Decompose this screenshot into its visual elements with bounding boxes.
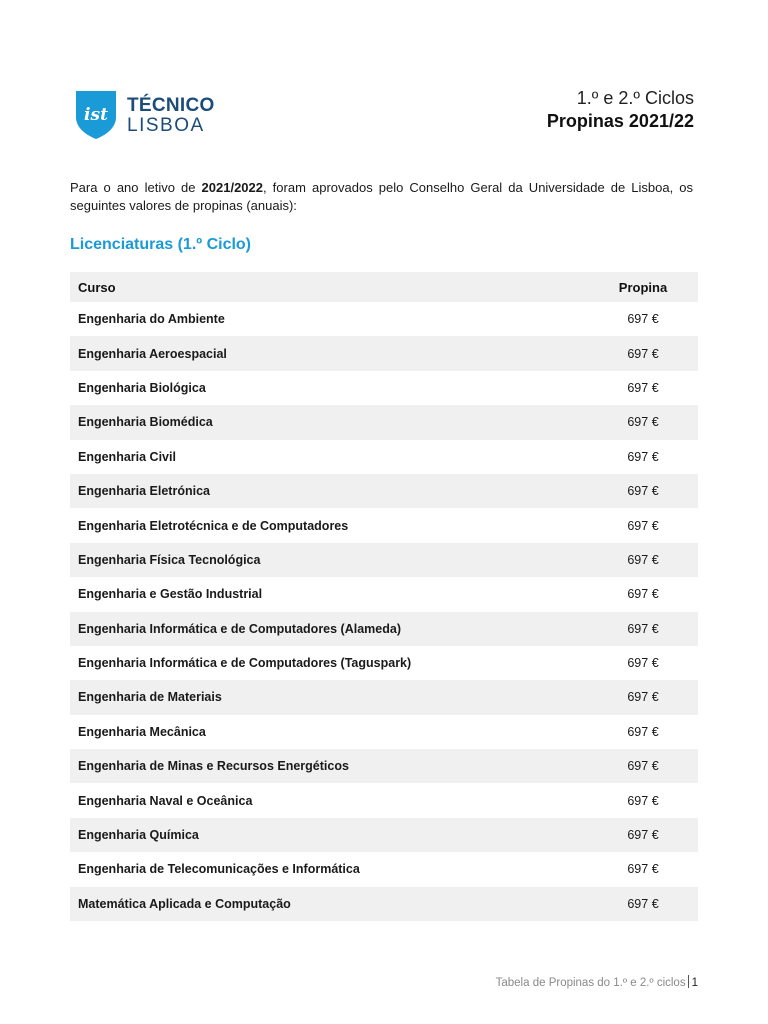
course-name: Engenharia Química — [78, 828, 199, 843]
course-fee: 697 € — [627, 346, 659, 361]
table-body — [70, 302, 698, 921]
course-fee: 697 € — [627, 380, 659, 395]
cycles-subtitle: 1.º e 2.º Ciclos — [576, 88, 694, 108]
table-row — [70, 818, 698, 852]
course-fee: 697 € — [627, 656, 659, 671]
course-fee: 697 € — [627, 587, 659, 602]
course-name: Engenharia Biomédica — [78, 415, 213, 430]
course-fee: 697 € — [627, 724, 659, 739]
table-row — [70, 646, 698, 680]
intro-text-end: , foram aprovados pelo Conselho Geral da Universidade de Lisboa, os seguintes valores de propinas (anuais): — [70, 180, 693, 213]
intro-text-start: Para o ano letivo de — [70, 180, 202, 195]
course-fee: 697 € — [627, 690, 659, 705]
course-name: Engenharia Mecânica — [78, 724, 206, 739]
ist-shield-icon — [75, 90, 117, 140]
course-fee: 697 € — [627, 896, 659, 911]
page-title: Propinas 2021/22 — [546, 111, 694, 131]
table-row — [70, 508, 698, 542]
course-name: Engenharia de Materiais — [78, 690, 222, 705]
course-fee: 697 € — [627, 621, 659, 636]
page-footer — [496, 975, 698, 989]
course-fee: 697 € — [627, 552, 659, 567]
table-row — [70, 405, 698, 439]
table-row — [70, 474, 698, 508]
course-name: Engenharia Informática e de Computadores (Taguspark) — [78, 656, 412, 671]
table-row — [70, 577, 698, 611]
academic-year: 2021/2022 — [201, 180, 263, 195]
table-row — [70, 749, 698, 783]
logo-mark: ist — [84, 105, 108, 125]
course-name: Engenharia Biológica — [78, 380, 206, 395]
course-fee: 697 € — [627, 862, 659, 877]
course-fee: 697 € — [627, 484, 659, 499]
footer-divider — [688, 975, 689, 988]
footer-text: Tabela de Propinas do 1.º e 2.º ciclos — [495, 977, 686, 989]
course-name: Engenharia Física Tecnológica — [78, 552, 261, 567]
logo-line-1: TÉCNICO — [127, 94, 215, 116]
section-title: Licenciaturas (1.º Ciclo) — [70, 236, 252, 253]
course-fee: 697 € — [627, 518, 659, 533]
column-header-course: Curso — [78, 279, 116, 295]
table-row — [70, 680, 698, 714]
course-name: Engenharia do Ambiente — [78, 312, 225, 327]
column-header-fee: Propina — [618, 279, 668, 295]
course-name: Engenharia Eletrónica — [78, 484, 210, 499]
intro-paragraph — [70, 179, 693, 215]
course-name: Engenharia Civil — [78, 449, 176, 464]
course-fee: 697 € — [627, 312, 659, 327]
table-row — [70, 302, 698, 336]
table-row — [70, 852, 698, 886]
table-row — [70, 440, 698, 474]
table-row — [70, 715, 698, 749]
course-name: Engenharia de Telecomunicações e Informática — [78, 862, 360, 877]
course-name: Engenharia Aeroespacial — [78, 346, 227, 361]
table-header-row — [70, 272, 698, 302]
course-name: Matemática Aplicada e Computação — [78, 896, 291, 911]
course-fee: 697 € — [627, 793, 659, 808]
logo-line-2: LISBOA — [127, 114, 205, 136]
course-name: Engenharia e Gestão Industrial — [78, 587, 263, 602]
table-row — [70, 612, 698, 646]
course-name: Engenharia de Minas e Recursos Energéticos — [78, 759, 349, 774]
course-fee: 697 € — [627, 415, 659, 430]
table-row — [70, 336, 698, 370]
course-name: Engenharia Informática e de Computadores (Alameda) — [78, 621, 401, 636]
course-name: Engenharia Eletrotécnica e de Computadores — [78, 518, 349, 533]
table-row — [70, 371, 698, 405]
course-fee: 697 € — [627, 828, 659, 843]
table-row — [70, 783, 698, 817]
fees-table — [70, 272, 698, 921]
course-name: Engenharia Naval e Oceânica — [78, 793, 253, 808]
course-fee: 697 € — [627, 759, 659, 774]
tecnico-lisboa-logo — [75, 90, 215, 140]
course-fee: 697 € — [627, 449, 659, 464]
table-row — [70, 543, 698, 577]
table-row — [70, 887, 698, 921]
page-number: 1 — [691, 977, 698, 989]
document-heading — [547, 88, 694, 132]
